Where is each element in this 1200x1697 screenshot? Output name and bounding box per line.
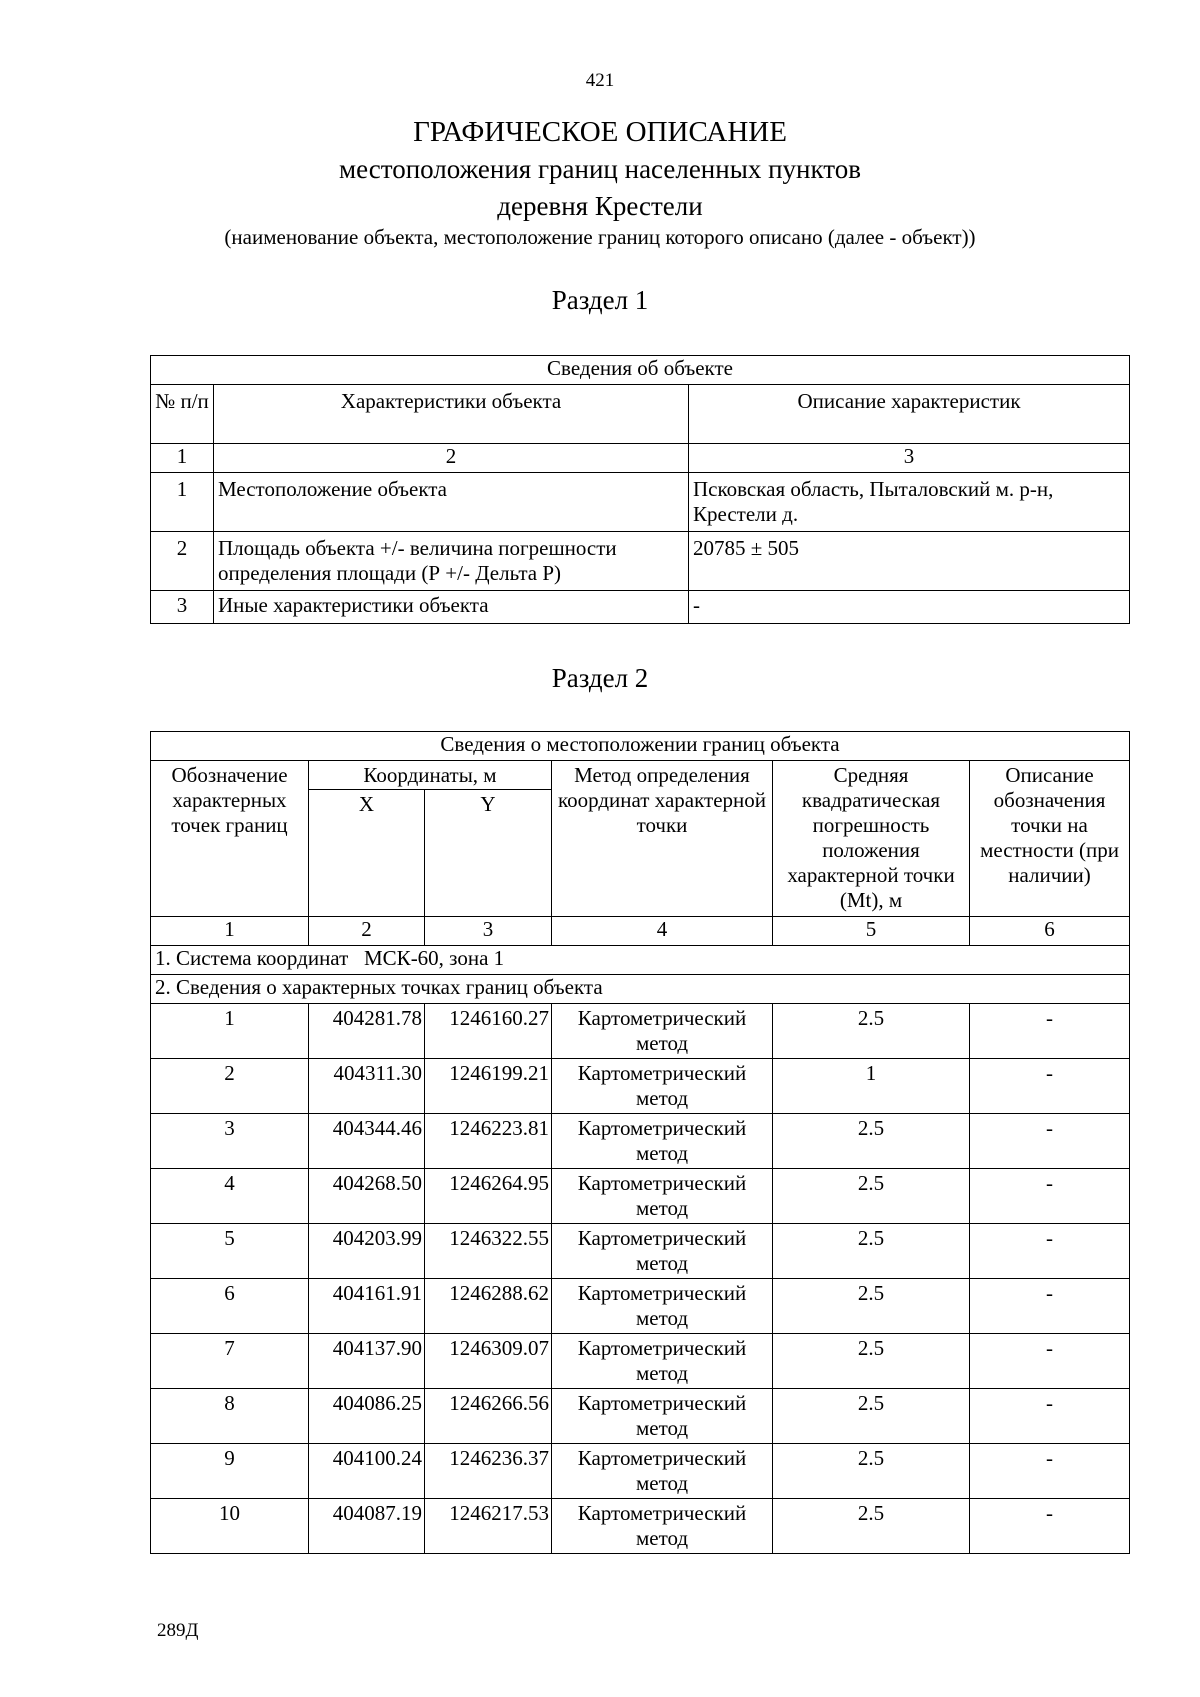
- row-characteristic: Иные характеристики объекта: [214, 591, 689, 624]
- row-number: 3: [151, 591, 214, 624]
- point-method: Картометрический метод: [552, 1389, 773, 1444]
- page-number: 421: [585, 70, 615, 91]
- table-row: [151, 473, 1130, 532]
- point-x: 404087.19: [309, 1499, 425, 1554]
- object-info-table: [150, 355, 1130, 624]
- point-mt: 2.5: [773, 1279, 970, 1334]
- point-mt: 2.5: [773, 1389, 970, 1444]
- table1-colnum-2: 2: [214, 444, 689, 473]
- object-caption: (наименование объекта, местоположение границ которого описано (далее - объект)): [224, 225, 976, 249]
- point-x: 404161.91: [309, 1279, 425, 1334]
- table1-colnum-3: 3: [689, 444, 1130, 473]
- footer-code: 289Д: [157, 1620, 199, 1641]
- point-y: 1246160.27: [425, 1004, 552, 1059]
- point-description: -: [970, 1444, 1130, 1499]
- point-y: 1246266.56: [425, 1389, 552, 1444]
- point-id: 4: [151, 1169, 309, 1224]
- row-characteristic: Площадь объекта +/- величина погрешности определения площади (Р +/- Дельта Р): [214, 532, 689, 591]
- point-description: -: [970, 1059, 1130, 1114]
- point-description: -: [970, 1004, 1130, 1059]
- point-mt: 2.5: [773, 1169, 970, 1224]
- header-method: Метод определения координат характерной точки: [552, 761, 773, 917]
- header-x: X: [309, 790, 425, 917]
- table1-header-characteristic: Характеристики объекта: [214, 385, 689, 444]
- point-method: Картометрический метод: [552, 1004, 773, 1059]
- point-method: Картометрический метод: [552, 1114, 773, 1169]
- point-x: 404086.25: [309, 1389, 425, 1444]
- point-x: 404281.78: [309, 1004, 425, 1059]
- point-id: 9: [151, 1444, 309, 1499]
- coord-system: 1. Система координат МСК-60, зона 1: [151, 946, 1130, 975]
- table-row: [151, 591, 1130, 624]
- table-row: [151, 532, 1130, 591]
- point-description: -: [970, 1114, 1130, 1169]
- table1-colnum-1: 1: [151, 444, 214, 473]
- point-id: 2: [151, 1059, 309, 1114]
- point-y: 1246288.62: [425, 1279, 552, 1334]
- point-id: 1: [151, 1004, 309, 1059]
- point-id: 3: [151, 1114, 309, 1169]
- points-heading: 2. Сведения о характерных точках границ объекта: [151, 975, 1130, 1004]
- point-description: -: [970, 1279, 1130, 1334]
- point-description: -: [970, 1224, 1130, 1279]
- table2-title: Сведения о местоположении границ объекта: [151, 732, 1130, 761]
- table-row: [151, 1444, 1130, 1499]
- row-description: Псковская область, Пыталовский м. р-н, Крестели д.: [689, 473, 1130, 532]
- point-id: 10: [151, 1499, 309, 1554]
- row-number: 2: [151, 532, 214, 591]
- header-error: Средняя квадратическая погрешность положения характерной точки (Mt), м: [773, 761, 970, 917]
- boundary-points-table: [150, 731, 1130, 1554]
- section2-heading: Раздел 2: [551, 663, 649, 693]
- table2-colnum-3: 3: [425, 917, 552, 946]
- table2-colnum-6: 6: [970, 917, 1130, 946]
- point-y: 1246236.37: [425, 1444, 552, 1499]
- point-id: 7: [151, 1334, 309, 1389]
- point-method: Картометрический метод: [552, 1444, 773, 1499]
- table1-title: Сведения об объекте: [151, 356, 1130, 385]
- point-x: 404203.99: [309, 1224, 425, 1279]
- point-y: 1246309.07: [425, 1334, 552, 1389]
- table-row: [151, 1389, 1130, 1444]
- point-method: Картометрический метод: [552, 1279, 773, 1334]
- table2-colnum-4: 4: [552, 917, 773, 946]
- header-y: Y: [425, 790, 552, 917]
- table2-colnum-5: 5: [773, 917, 970, 946]
- point-y: 1246217.53: [425, 1499, 552, 1554]
- point-x: 404344.46: [309, 1114, 425, 1169]
- point-description: -: [970, 1334, 1130, 1389]
- point-mt: 2.5: [773, 1499, 970, 1554]
- point-x: 404311.30: [309, 1059, 425, 1114]
- point-id: 5: [151, 1224, 309, 1279]
- table-row: [151, 1224, 1130, 1279]
- point-y: 1246264.95: [425, 1169, 552, 1224]
- header-coords: Координаты, м: [309, 761, 552, 790]
- point-method: Картометрический метод: [552, 1334, 773, 1389]
- point-y: 1246199.21: [425, 1059, 552, 1114]
- point-method: Картометрический метод: [552, 1169, 773, 1224]
- row-characteristic: Местоположение объекта: [214, 473, 689, 532]
- point-mt: 2.5: [773, 1444, 970, 1499]
- table-row: [151, 1059, 1130, 1114]
- document-title: ГРАФИЧЕСКОЕ ОПИСАНИЕ: [413, 116, 787, 148]
- point-mt: 2.5: [773, 1114, 970, 1169]
- point-description: -: [970, 1499, 1130, 1554]
- table-row: [151, 1004, 1130, 1059]
- point-id: 8: [151, 1389, 309, 1444]
- table-row: [151, 1334, 1130, 1389]
- table1-header-num: № п/п: [151, 385, 214, 444]
- table-row: [151, 1499, 1130, 1554]
- table-row: [151, 1279, 1130, 1334]
- row-description: -: [689, 591, 1130, 624]
- point-mt: 2.5: [773, 1334, 970, 1389]
- table-row: [151, 1114, 1130, 1169]
- point-mt: 1: [773, 1059, 970, 1114]
- header-point: Обозначение характерных точек границ: [151, 761, 309, 917]
- point-method: Картометрический метод: [552, 1499, 773, 1554]
- section1-heading: Раздел 1: [551, 285, 649, 315]
- point-y: 1246322.55: [425, 1224, 552, 1279]
- point-mt: 2.5: [773, 1224, 970, 1279]
- point-x: 404100.24: [309, 1444, 425, 1499]
- point-y: 1246223.81: [425, 1114, 552, 1169]
- point-x: 404268.50: [309, 1169, 425, 1224]
- document-subtitle: местоположения границ населенных пунктов: [339, 154, 861, 184]
- point-method: Картометрический метод: [552, 1224, 773, 1279]
- points-body: [151, 1004, 1130, 1554]
- point-x: 404137.90: [309, 1334, 425, 1389]
- table2-colnum-1: 1: [151, 917, 309, 946]
- table2-colnum-2: 2: [309, 917, 425, 946]
- row-description: 20785 ± 505: [689, 532, 1130, 591]
- row-number: 1: [151, 473, 214, 532]
- point-description: -: [970, 1389, 1130, 1444]
- point-method: Картометрический метод: [552, 1059, 773, 1114]
- table-row: [151, 1169, 1130, 1224]
- header-description: Описание обозначения точки на местности (при наличии): [970, 761, 1130, 917]
- object-name: деревня Крестели: [497, 191, 703, 221]
- table1-header-description: Описание характеристик: [689, 385, 1130, 444]
- point-id: 6: [151, 1279, 309, 1334]
- point-description: -: [970, 1169, 1130, 1224]
- point-mt: 2.5: [773, 1004, 970, 1059]
